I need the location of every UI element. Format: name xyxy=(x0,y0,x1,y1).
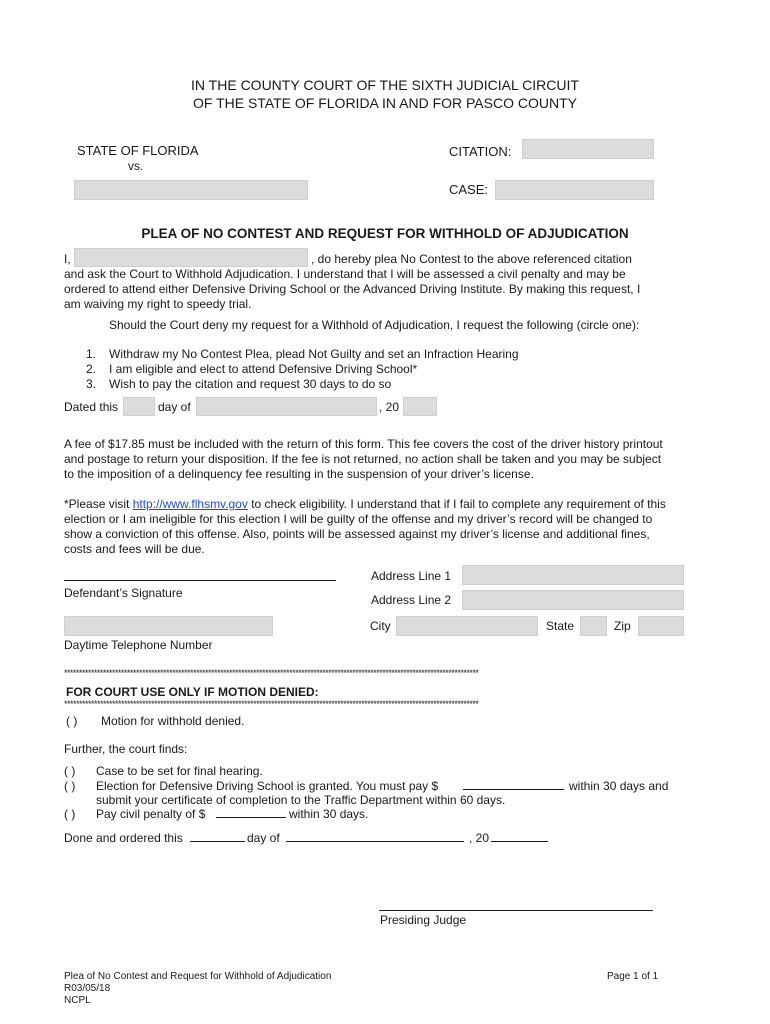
plea-line4: am waiving my right to speedy trial. xyxy=(64,297,252,311)
dated-this-label: Dated this xyxy=(64,400,119,414)
citation-label: CITATION: xyxy=(449,144,512,159)
court-header-line2: OF THE STATE OF FLORIDA IN AND FOR PASCO COUNTY xyxy=(192,95,577,111)
address-line2-label: Address Line 2 xyxy=(371,593,452,607)
done-year-line[interactable] xyxy=(491,841,548,842)
election-amount-line[interactable] xyxy=(463,789,564,790)
option-3-num: 3. xyxy=(86,377,97,391)
deny-request-text: Should the Court deny my request for a Withhold of Adjudication, I request the following (circle one): xyxy=(109,318,640,332)
zip-field[interactable] xyxy=(638,616,684,636)
footer-page-number: Page 1 of 1 xyxy=(607,971,659,982)
fee-line3: to the imposition of a delinquency fee resulting in the suspension of your driver’s license. xyxy=(64,467,534,481)
presiding-judge-label: Presiding Judge xyxy=(380,913,467,927)
telephone-field[interactable] xyxy=(64,616,273,636)
civil-penalty-text-a: Pay civil penalty of $ xyxy=(96,807,206,821)
defendant-name-field[interactable] xyxy=(74,180,308,200)
flhsmv-link[interactable]: http://www.flhsmv.gov xyxy=(132,497,248,511)
state-of-florida: STATE OF FLORIDA xyxy=(77,143,199,158)
footer-form-name: Plea of No Contest and Request for Withhold of Adjudication xyxy=(64,971,332,982)
case-label: CASE: xyxy=(449,182,489,197)
state-field[interactable] xyxy=(580,616,607,636)
option-2-text[interactable]: I am eligible and elect to attend Defensive Driving School* xyxy=(109,362,418,376)
done-month-line[interactable] xyxy=(286,841,464,842)
dated-year-prefix: , 20 xyxy=(379,400,400,414)
fee-line2: and postage to return your disposition. If the fee is not returned, no action shall be taken and you may be subject xyxy=(64,452,662,466)
plea-name-field[interactable] xyxy=(74,248,308,267)
further-finds-text: Further, the court finds: xyxy=(64,742,188,756)
civil-penalty-text-b: within 30 days. xyxy=(289,807,369,821)
plea-line1: , do hereby plea No Contest to the above referenced citation xyxy=(311,252,632,266)
case-set-text: Case to be set for final hearing. xyxy=(96,764,263,778)
election-paren[interactable]: ( ) xyxy=(64,779,76,793)
election-text-a: Election for Defensive Driving School is granted. You must pay $ xyxy=(96,779,439,793)
dated-day-field[interactable] xyxy=(123,397,155,416)
fee-line1: A fee of $17.85 must be included with the return of this form. This fee covers the cost of the driver history printout xyxy=(64,437,663,451)
defendant-signature-line[interactable] xyxy=(64,580,336,581)
civil-penalty-amount-line[interactable] xyxy=(216,817,286,818)
court-header-line1: IN THE COUNTY COURT OF THE SIXTH JUDICIAL CIRCUIT xyxy=(191,77,579,93)
done-day-line[interactable] xyxy=(190,841,245,842)
court-use-heading: FOR COURT USE ONLY IF MOTION DENIED: xyxy=(66,685,319,699)
citation-field[interactable] xyxy=(522,139,654,159)
case-field[interactable] xyxy=(495,180,654,200)
option-3-text[interactable]: Wish to pay the citation and request 30 days to do so xyxy=(109,377,392,391)
dated-month-field[interactable] xyxy=(196,397,377,416)
address-line1-field[interactable] xyxy=(462,565,684,585)
plea-line2: and ask the Court to Withhold Adjudication. I understand that I will be assessed a civil penalty and may be xyxy=(64,267,626,281)
election-text-c: submit your certificate of completion to the Traffic Department within 60 days. xyxy=(96,793,506,807)
plea-line3: ordered to attend either Defensive Driving School or the Advanced Driving Institute. By making this request, I xyxy=(64,282,641,296)
zip-label: Zip xyxy=(614,619,631,633)
option-2-num: 2. xyxy=(86,362,97,376)
defendant-signature-label: Defendant’s Signature xyxy=(64,586,183,600)
dated-year-field[interactable] xyxy=(403,397,437,416)
city-field[interactable] xyxy=(396,616,538,636)
motion-denied-text: Motion for withhold denied. xyxy=(101,714,245,728)
versus-label: vs. xyxy=(128,159,144,173)
telephone-label: Daytime Telephone Number xyxy=(64,638,213,652)
visit-line1 xyxy=(64,497,666,511)
address-line1-label: Address Line 1 xyxy=(371,569,452,583)
address-line2-field[interactable] xyxy=(462,590,684,610)
state-label: State xyxy=(546,619,575,633)
visit-line4: costs and fees will be due. xyxy=(64,542,205,556)
option-1-text[interactable]: Withdraw my No Contest Plea, plead Not Guilty and set an Infraction Hearing xyxy=(109,347,519,361)
motion-denied-paren[interactable]: ( ) xyxy=(66,714,78,728)
visit-line3: show a conviction of this offense. Also, points will be assessed against my driver’s license and additional fines, xyxy=(64,527,650,541)
visit-line2: election or I am ineligible for this election I will be guilty of the offense and my driver’s record will be changed to xyxy=(64,512,653,526)
divider-stars-bottom: ****************************************************************************************************************************************** xyxy=(64,699,479,709)
footer-revision: R03/05/18 xyxy=(64,983,111,994)
footer-code: NCPL xyxy=(64,995,91,1006)
visit-suffix: to check eligibility. I understand that if I fail to complete any requirement of this xyxy=(247,497,666,511)
presiding-judge-signature-line[interactable] xyxy=(379,910,653,911)
done-year-prefix: , 20 xyxy=(469,831,490,845)
form-title: PLEA OF NO CONTEST AND REQUEST FOR WITHHOLD OF ADJUDICATION xyxy=(141,226,629,241)
plea-i-label: I, xyxy=(64,252,71,266)
city-label: City xyxy=(370,619,391,633)
done-ordered-label: Done and ordered this xyxy=(64,831,183,845)
done-day-of-label: day of xyxy=(247,831,280,845)
case-set-paren[interactable]: ( ) xyxy=(64,764,76,778)
visit-prefix: *Please visit xyxy=(64,497,133,511)
dated-day-of-label: day of xyxy=(158,400,191,414)
option-1-num: 1. xyxy=(86,347,97,361)
divider-stars-top: ****************************************************************************************************************************************** xyxy=(64,668,479,678)
election-text-b: within 30 days and xyxy=(569,779,669,793)
civil-penalty-paren[interactable]: ( ) xyxy=(64,807,76,821)
